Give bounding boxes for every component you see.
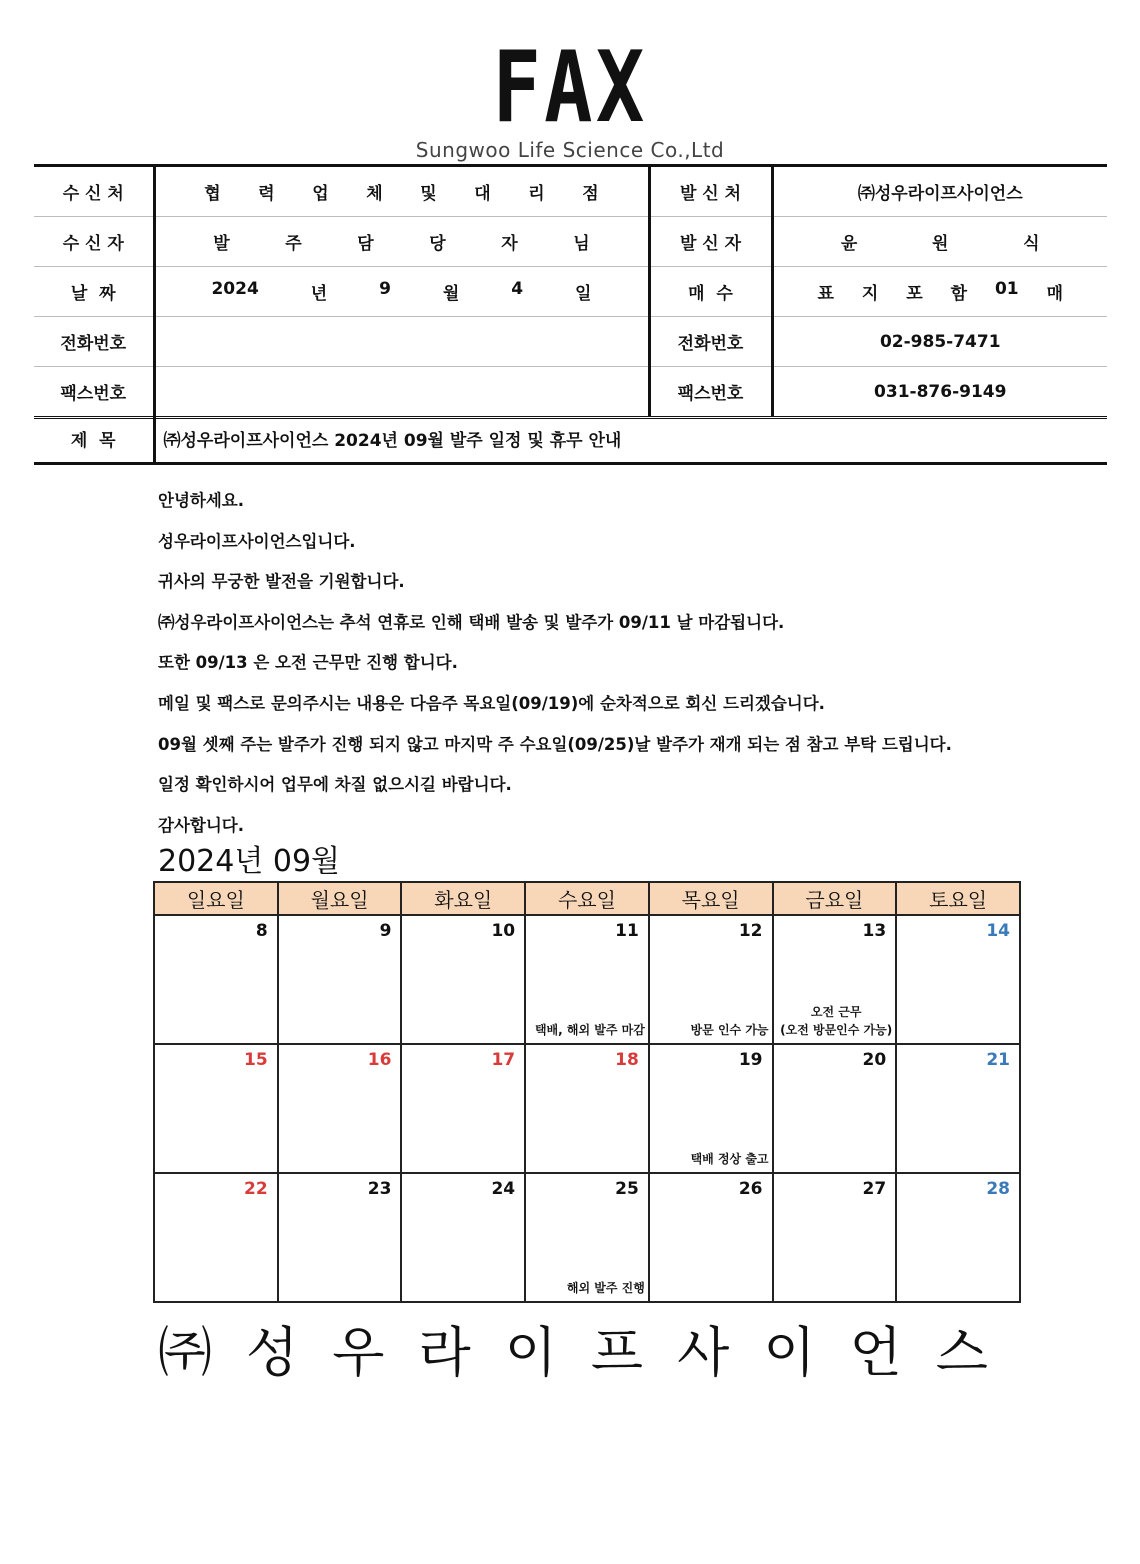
body-line: 또한 09/13 은 오전 근무만 진행 합니다. [158,653,458,673]
fax-left-label: 수 신 자 [34,217,154,267]
subject-value: ㈜성우라이프사이언스 2024년 09월 발주 일정 및 휴무 안내 [154,414,1107,464]
fax-title: FAX [492,31,648,145]
calendar-week [154,915,1020,1044]
calendar-day-cell [773,1173,897,1302]
fax-left-value-part: 일 [575,284,592,304]
footer-company-char: 성 [246,1321,299,1384]
fax-left-value-part: 4 [511,279,524,299]
fax-left-label: 팩스번호 [34,367,154,418]
fax-info-row [34,267,1107,317]
body-line: 귀사의 무궁한 발전을 기원합니다. [158,572,405,592]
calendar-day-cell [154,1173,278,1302]
calendar-day-cell [401,1173,525,1302]
fax-info-row [34,166,1107,217]
fax-left-value-part: 및 [420,184,437,204]
fax-left-value-part: 담 [357,234,374,254]
day-note [691,1021,769,1039]
calendar-day-cell [649,1044,773,1173]
day-note [691,1150,769,1168]
fax-left-value-part: 협 [204,184,221,204]
fax-right-value-part: 원 [932,234,949,254]
footer-company-char: 스 [935,1321,988,1384]
weekday-header: 수요일 [525,882,649,915]
day-number: 19 [738,1050,763,1070]
subject-label: 제 목 [34,414,154,464]
day-number: 26 [738,1179,763,1199]
fax-right-value [772,267,1107,317]
fax-left-label: 날 짜 [34,267,154,317]
calendar-day-cell [773,1044,897,1173]
body-line: ㈜성우라이프사이언스는 추석 연휴로 인해 택배 발송 및 발주가 09/11 날 마감됩니다. [158,612,785,632]
calendar-day-cell [401,915,525,1044]
calendar-day-cell [401,1044,525,1173]
day-number: 11 [615,921,639,941]
day-number: 13 [862,921,887,941]
fax-right-value [772,217,1107,267]
body-line: 성우라이프사이언스입니다. [158,531,356,551]
fax-left-value-part: 2024 [211,279,259,299]
day-number: 22 [244,1179,268,1199]
day-number: 8 [255,921,268,941]
calendar-day-cell [154,915,278,1044]
fax-left-value-part: 체 [366,184,383,204]
message-body [158,486,1058,851]
fax-right-value-part: 01 [994,279,1019,299]
fax-left-value-part: 점 [582,184,599,204]
fax-left-value-part: 주 [285,234,302,254]
calendar-day-cell [896,1044,1020,1173]
day-note [780,1003,892,1039]
fax-right-label: 발 신 자 [649,217,772,267]
day-number: 9 [379,921,392,941]
fax-left-label: 전화번호 [34,317,154,367]
body-line: 메일 및 팩스로 문의주시는 내용은 다음주 목요일(09/19)에 순차적으로 회신 드리겠습니다. [158,693,825,713]
calendar-day-cell [649,1173,773,1302]
subject-table [34,414,1107,465]
weekday-header: 목요일 [649,882,773,915]
fax-right-value-part: 포 [906,284,923,304]
fax-left-value [154,166,649,217]
fax-left-value-part: 업 [312,184,329,204]
fax-left-value-part: 당 [429,234,446,254]
day-number: 16 [367,1050,392,1070]
day-number: 28 [986,1179,1010,1199]
day-number: 21 [986,1050,1010,1070]
day-note [535,1021,645,1039]
footer-company-char: 이 [504,1321,557,1384]
fax-right-value-spread [774,279,1108,304]
fax-left-value-part: 발 [213,234,230,254]
fax-left-value-spread [156,179,648,204]
fax-right-value: 031-876-9149 [772,367,1107,418]
day-note-line: 해외 발주 진행 [566,1281,645,1295]
fax-info-table [34,164,1107,419]
fax-right-label: 전화번호 [649,317,772,367]
fax-right-value-part: 지 [861,284,879,304]
fax-right-label: 매 수 [649,267,772,317]
day-number: 25 [615,1179,639,1199]
day-number: 15 [244,1050,268,1070]
day-number: 17 [491,1050,516,1070]
fax-right-value-part: 매 [1046,284,1064,304]
calendar-day-cell [896,1173,1020,1302]
day-note-line: 방문 인수 가능 [690,1023,769,1037]
day-number: 24 [491,1179,516,1199]
body-line: 안녕하세요. [158,491,244,510]
calendar-day-cell [896,915,1020,1044]
calendar-day-cell [278,1173,402,1302]
fax-right-label: 발 신 처 [649,166,772,217]
weekday-header: 토요일 [896,882,1020,915]
calendar-day-cell [773,915,897,1044]
fax-left-value-part: 리 [528,184,545,204]
calendar-day-cell [525,1173,649,1302]
fax-left-value-part: 님 [573,234,590,254]
fax-right-value: 02-985-7471 [772,317,1107,367]
day-note-line: (오전 방문인수 가능) [780,1023,893,1037]
day-number: 12 [738,921,763,941]
footer-company-name [158,1318,988,1388]
fax-right-value-part: 식 [1023,234,1040,254]
body-line: 09월 셋째 주는 발주가 진행 되지 않고 마지막 주 수요일(09/25)날 발주가 재개 되는 점 참고 부탁 드립니다. [158,734,952,754]
day-number: 27 [862,1179,887,1199]
fax-right-value-part: 함 [950,284,968,304]
fax-info-row [34,317,1107,367]
fax-left-value-spread [156,279,648,304]
fax-right-value-part: 윤 [840,234,858,254]
footer-company-char: ㈜ [158,1321,212,1384]
fax-left-value [154,367,649,418]
fax-left-label: 수 신 처 [34,166,154,217]
fax-right-label: 팩스번호 [649,367,772,418]
calendar [153,881,1021,1303]
calendar-title: 2024년 09월 [158,844,341,879]
fax-left-value-part: 대 [474,184,491,204]
day-number: 10 [491,921,516,941]
fax-info-row [34,217,1107,267]
day-number: 14 [986,921,1010,941]
footer-company-char: 언 [849,1321,902,1384]
calendar-day-cell [649,915,773,1044]
calendar-day-cell [278,915,402,1044]
body-line: 감사합니다. [158,815,244,835]
calendar-day-cell [525,915,649,1044]
calendar-week [154,1044,1020,1173]
fax-left-value-spread [156,229,648,254]
weekday-header: 금요일 [773,882,897,915]
fax-left-value [154,317,649,367]
day-number: 18 [615,1050,639,1070]
day-number: 20 [862,1050,887,1070]
footer-company-char: 사 [677,1321,730,1384]
fax-info-row [34,367,1107,418]
weekday-header: 화요일 [401,882,525,915]
fax-left-value-part: 월 [442,284,460,304]
company-english-name: Sungwoo Life Science Co.,Ltd [415,138,725,162]
footer-company-char: 라 [418,1321,471,1384]
fax-left-value-part: 년 [310,284,328,304]
fax-right-value-spread [774,229,1108,254]
fax-left-value-part: 9 [379,279,391,299]
day-number: 23 [367,1179,392,1199]
calendar-day-cell [278,1044,402,1173]
footer-company-char: 프 [590,1321,644,1384]
fax-left-value-part: 자 [501,234,518,254]
footer-company-char: 우 [332,1321,385,1384]
day-note-line: 오전 근무 [810,1005,862,1019]
fax-right-value: ㈜성우라이프사이언스 [772,166,1107,217]
fax-left-value [154,267,649,317]
body-line: 일정 확인하시어 업무에 차질 없으시길 바랍니다. [158,775,512,795]
calendar-week [154,1173,1020,1302]
fax-right-value-part: 표 [817,284,834,304]
calendar-day-cell [154,1044,278,1173]
day-note [567,1279,645,1297]
day-note-line: 택배, 해외 발주 마감 [534,1023,645,1037]
calendar-day-cell [525,1044,649,1173]
footer-company-char: 이 [763,1321,816,1384]
weekday-header: 일요일 [154,882,278,915]
weekday-header: 월요일 [278,882,402,915]
fax-left-value-part: 력 [258,184,275,204]
fax-left-value [154,217,649,267]
day-note-line: 택배 정상 출고 [690,1152,769,1166]
